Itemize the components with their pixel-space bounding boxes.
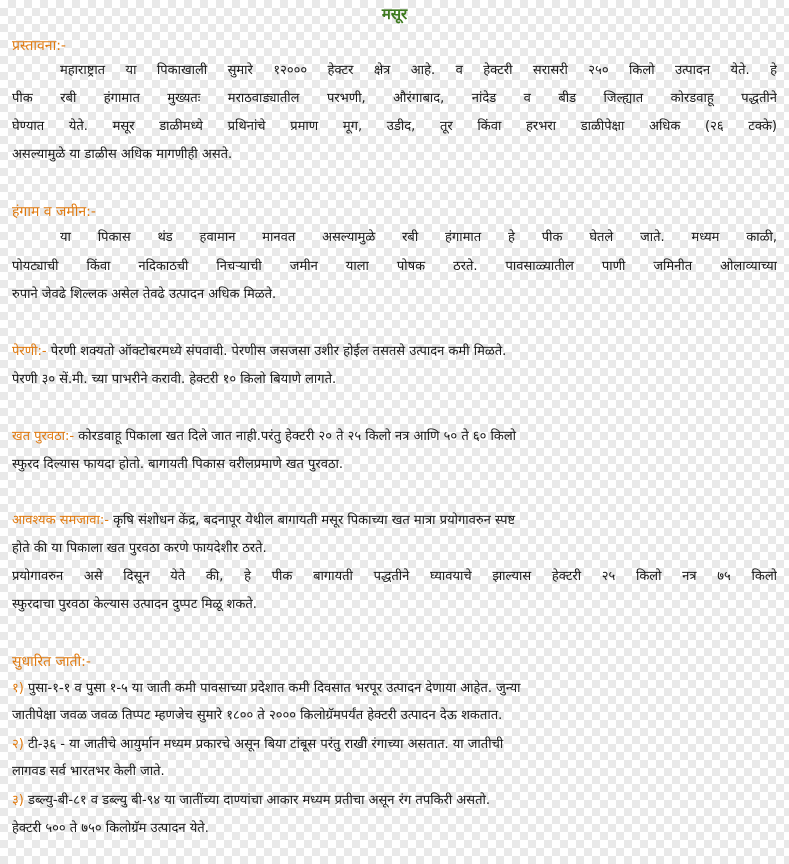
variety-1-number: १) bbox=[12, 681, 24, 696]
needed-line-2: होते की या पिकाला खत पुरवठा करणे फायदेशीर ठरते. bbox=[12, 541, 267, 556]
intro-line-1: महाराष्ट्रात या पिकाखाली सुमारे १२००० हेक्टर क्षेत्र आहे. व हेक्टरी सरासरी २५० किलो उत्पादन येते. हे bbox=[60, 63, 777, 78]
needed-line-4: स्फुरदाचा पुरवठा केल्यास उत्पादन दुप्पट मिळू शकते. bbox=[12, 597, 257, 612]
page-title: मसूर bbox=[381, 5, 408, 23]
variety-1-line-1 bbox=[12, 680, 777, 698]
sowing-line-2: पेरणी ३० सें.मी. च्या पाभरीने करावी. हेक्टरी १० किलो बियाणे लागते. bbox=[12, 372, 337, 387]
variety-3-text-1: डब्ल्यु-बी-८१ व डब्ल्यु बी-९४ या जातींच्या दाण्यांचा आकार मध्यम प्रतीचा असून रंग तपकिरी असतो. bbox=[27, 793, 491, 808]
needed-line-3: प्रयोगावरुन असे दिसून येते की, हे पीक बागायती पद्धतीने घ्यावयाचे झाल्यास हेक्टरी २५ किलो नत्र ७५ किलो bbox=[12, 569, 777, 584]
intro-line-4: असल्यामुळे या डाळीस अधिक मागणीही असते. bbox=[12, 147, 233, 162]
season-line-2: पोयट्याची किंवा नदिकाठची निचऱ्याची जमीन याला पोषक ठरते. पावसाळ्यातील पाणी जमिनीत ओलाव्याच्या bbox=[12, 259, 777, 274]
fertilizer-line-2: स्फुरद दिल्यास फायदा होतो. बागायती पिकास वरीलप्रमाणे खत पुरवठा. bbox=[12, 457, 344, 472]
sowing-heading: पेरणी:- bbox=[12, 344, 47, 359]
season-line-3: रुपाने जेवढे शिल्लक असेल तेवढे उत्पादन अधिक मिळते. bbox=[12, 287, 277, 302]
variety-3-line-1 bbox=[12, 792, 777, 810]
variety-2-text-1: टी-३६ - या जातीचे आयुर्मान मध्यम प्रकारचे असून बिया टांबूस परंतु राखी रंगाच्या असतात. या जातीची bbox=[27, 737, 504, 752]
intro-heading: प्रस्तावना:- bbox=[12, 38, 66, 54]
variety-1-text-1: पुसा-१-१ व पुसा १-५ या जाती कमी पावसाच्या प्रदेशात कमी दिवसात भरपूर उत्पादन देणाया आहेत. जुन्या bbox=[27, 681, 521, 696]
fertilizer-heading: खत पुरवठा:- bbox=[12, 429, 75, 444]
needed-text-1: कृषि संशोधन केंद्र, बदनापूर येथील बागायती मसूर पिकाच्या खत मात्रा प्रयोगावरुन स्पष्ट bbox=[113, 513, 516, 528]
variety-2-line-1 bbox=[12, 736, 777, 754]
season-heading: हंगाम व जमीन:- bbox=[12, 204, 96, 220]
intro-line-3: घेण्यात येते. मसूर डाळीमध्ये प्रथिनांचे प्रमाण मूग, उडीद, तूर किंवा हरभरा डाळीपेक्षा अधिक (२६ टक्के) bbox=[12, 119, 777, 134]
season-line-1: या पिकास थंड हवामान मानवत असल्यामुळे रबी हंगामात हे पीक घेतले जाते. मध्यम काळी, bbox=[60, 230, 777, 245]
variety-3-line-2: हेक्टरी ५०० ते ७५० किलोग्रॅम उत्पादन येते. bbox=[12, 821, 209, 836]
sowing-text-1: पेरणी शक्यतो ऑक्टोबरमध्ये संपवावी. पेरणीस जसजसा उशीर होईल तसतसे उत्पादन कमी मिळते. bbox=[50, 344, 507, 359]
variety-3-number: ३) bbox=[12, 793, 24, 808]
variety-1-line-2: जातीपेक्षा जवळ जवळ तिप्पट म्हणजेच सुमारे १८०० ते २००० किलोग्रॅमपर्यंत हेक्टरी उत्पादन देऊ शकतात. bbox=[12, 708, 503, 723]
variety-2-line-2: लागवड सर्व भारतभर केली जाते. bbox=[12, 764, 165, 779]
needed-heading: आवश्यक समजावा:- bbox=[12, 513, 109, 528]
fertilizer-text-1: कोरडवाहू पिकाला खत दिले जात नाही.परंतु हेक्टरी २० ते २५ किलो नत्र आणि ५० ते ६० किलो bbox=[78, 429, 517, 444]
intro-line-2: पीक रबी हंगामात मुख्यतः मराठवाड्यातील परभणी, औरंगाबाद, नांदेड व बीड जिल्ह्यात कोरडवाहू पद्धतीने bbox=[12, 91, 777, 106]
varieties-heading: सुधारित जाती:- bbox=[12, 654, 91, 670]
variety-2-number: २) bbox=[12, 737, 24, 752]
fertilizer-line-1 bbox=[12, 428, 777, 446]
sowing-line-1 bbox=[12, 343, 777, 361]
needed-line-1 bbox=[12, 512, 777, 530]
